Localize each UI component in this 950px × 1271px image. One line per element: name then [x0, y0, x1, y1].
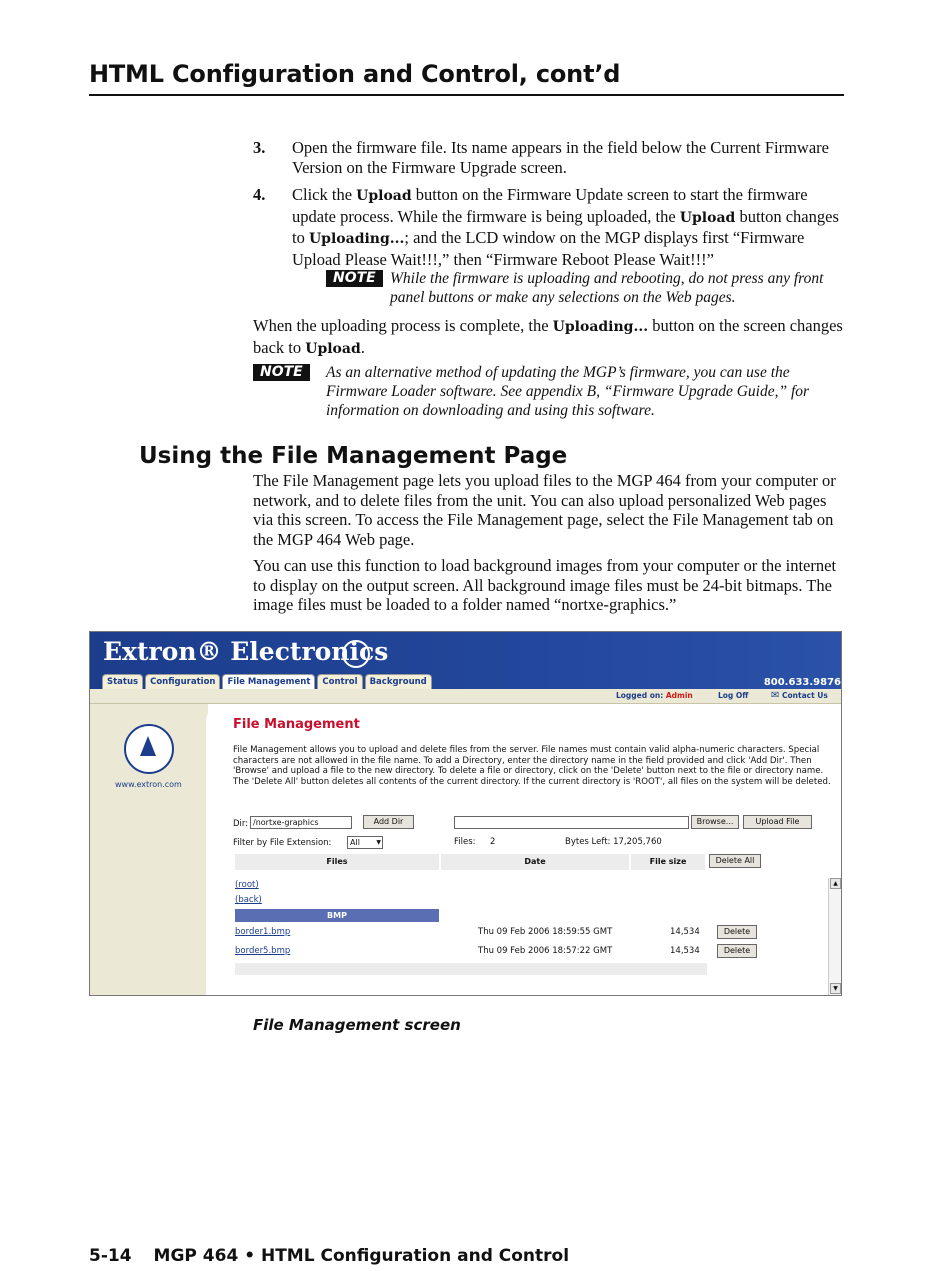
column-header-size: File size	[631, 854, 705, 870]
text-run: When the uploading process is complete, the	[253, 316, 553, 335]
tab-background[interactable]: Background	[365, 674, 432, 689]
table-footer	[235, 963, 707, 975]
seal-triangle	[140, 736, 156, 756]
extron-emblem-icon	[342, 640, 370, 668]
tab-status[interactable]: Status	[102, 674, 143, 689]
logged-label: Logged on:	[616, 691, 664, 700]
dir-label: Dir:	[233, 819, 249, 829]
browse-button[interactable]: Browse...	[691, 815, 739, 829]
section-paragraph-2: You can use this function to load background images from your computer or the internet to display on the output screen. All background image files must be 24-bit bitmaps. The image files must be loaded to a folder named “nortxe-graphics.”	[253, 556, 837, 614]
step-number: 3.	[253, 138, 266, 157]
tab-control[interactable]: Control	[317, 674, 362, 689]
upload-file-path-input[interactable]	[454, 816, 689, 829]
scroll-up-icon[interactable]: ▲	[830, 878, 841, 889]
text-run: button changes to	[292, 206, 839, 247]
scrollbar[interactable]	[828, 878, 841, 995]
section-title: Using the File Management Page	[139, 443, 568, 469]
upload-code: Upload	[305, 340, 361, 357]
footer-text: MGP 464 • HTML Configuration and Control	[153, 1246, 570, 1266]
text-run: Click the	[292, 185, 357, 204]
note-badge: NOTE	[326, 270, 383, 287]
delete-button[interactable]: Delete	[717, 944, 757, 958]
tab-bar	[102, 674, 432, 689]
bmp-group-header: BMP	[235, 909, 439, 922]
file-size: 14,534	[670, 927, 700, 937]
fm-description: File Management allows you to upload and delete files from the server. File names must contain valid alpha-numeric characters. Special characters are not allowed in the file name. To add a Directory, enter the directory name in the field provided and click 'Add Dir'. Then 'Browse' and upload a file to the new directory. To delete a file or directory, click on the 'Delete' button next to the file or directory name. The 'Delete All' button deletes all contents of the current directory. If the current directory is 'ROOT', all files on the system will be deleted.	[233, 745, 831, 787]
fm-title: File Management	[233, 717, 360, 732]
log-off-link[interactable]: Log Off	[718, 691, 749, 700]
support-seal-icon	[124, 724, 174, 774]
extron-logo: Extron® Electronics	[103, 637, 389, 666]
scroll-down-icon[interactable]: ▼	[830, 983, 841, 994]
chevron-down-icon: ▼	[376, 839, 381, 846]
dir-input[interactable]: /nortxe-graphics	[250, 816, 352, 829]
contact-us-link[interactable]	[771, 690, 828, 701]
tab-file-management[interactable]: File Management	[222, 674, 315, 689]
upload-file-button[interactable]: Upload File	[743, 815, 812, 829]
note-text: As an alternative method of updating the MGP’s firmware, you can use the Firmware Loader software. See appendix B, “Firmware Upgrade Guide,” for information on downloading and using this software.	[326, 364, 810, 419]
page-header-title: HTML Configuration and Control, cont’d	[89, 60, 621, 88]
phone-number: 800.633.9876	[763, 677, 841, 688]
envelope-icon: ✉	[771, 690, 780, 701]
page-number: 5-14	[89, 1246, 132, 1266]
column-header-date: Date	[441, 854, 629, 870]
contact-label: Contact Us	[782, 691, 828, 700]
page-footer	[89, 1246, 569, 1266]
tab-configuration[interactable]: Configuration	[145, 674, 220, 689]
text-run: .	[360, 337, 365, 357]
header-rule	[89, 94, 844, 96]
text-run: ; and the LCD window on the MGP displays first “Firmware Upload Please Wait!!!,” then “Firmware Reboot Please Wait!!!”	[292, 228, 805, 269]
file-link[interactable]: border1.bmp	[235, 927, 291, 937]
uploading-code: Uploading...	[308, 231, 405, 247]
file-size: 14,534	[670, 946, 700, 956]
section-paragraph-1: The File Management page lets you upload files to the MGP 464 from your computer or network, and to delete files from the unit. You can also upload personalized Web pages via this screen. To access the File Management page, select the File Management tab on the MGP 464 Web page.	[253, 471, 836, 549]
filter-label: Filter by File Extension:	[233, 838, 332, 848]
filter-select[interactable]	[347, 836, 383, 849]
file-management-screenshot	[89, 631, 842, 996]
back-link[interactable]: (back)	[235, 895, 262, 905]
site-link[interactable]: www.extron.com	[115, 780, 182, 789]
figure-caption: File Management screen	[253, 1016, 461, 1034]
delete-button[interactable]: Delete	[717, 925, 757, 939]
filter-value: All	[350, 838, 360, 847]
uploading-code: Uploading...	[552, 319, 649, 335]
logged-user: Admin	[665, 691, 693, 700]
completion-paragraph	[253, 316, 845, 359]
file-link[interactable]: border5.bmp	[235, 946, 291, 956]
upload-code: Upload	[679, 209, 736, 226]
bytes-left: Bytes Left: 17,205,760	[565, 837, 662, 847]
files-count: 2	[490, 837, 496, 847]
step-text	[292, 185, 845, 269]
file-date: Thu 09 Feb 2006 18:57:22 GMT	[478, 946, 613, 956]
note-text: While the firmware is uploading and rebooting, do not press any front panel buttons or make any selections on the Web pages.	[390, 270, 824, 306]
note-badge: NOTE	[253, 364, 310, 381]
file-date: Thu 09 Feb 2006 18:59:55 GMT	[478, 927, 613, 937]
text-run: button on the Firmware Update screen to start the firmware update process. While the firmware is being uploaded, the	[292, 185, 808, 226]
delete-all-button[interactable]: Delete All	[709, 854, 761, 868]
files-label: Files:	[454, 837, 476, 847]
root-link[interactable]: (root)	[235, 880, 259, 890]
step-text: Open the firmware file. Its name appears in the field below the Current Firmware Version on the Firmware Upgrade screen.	[292, 138, 829, 177]
logged-on	[616, 691, 693, 700]
upload-code: Upload	[356, 188, 412, 204]
column-header-files: Files	[235, 854, 439, 870]
step-number: 4.	[253, 185, 266, 204]
text-run: button on the screen changes back to	[253, 316, 843, 357]
add-dir-button[interactable]: Add Dir	[363, 815, 414, 829]
